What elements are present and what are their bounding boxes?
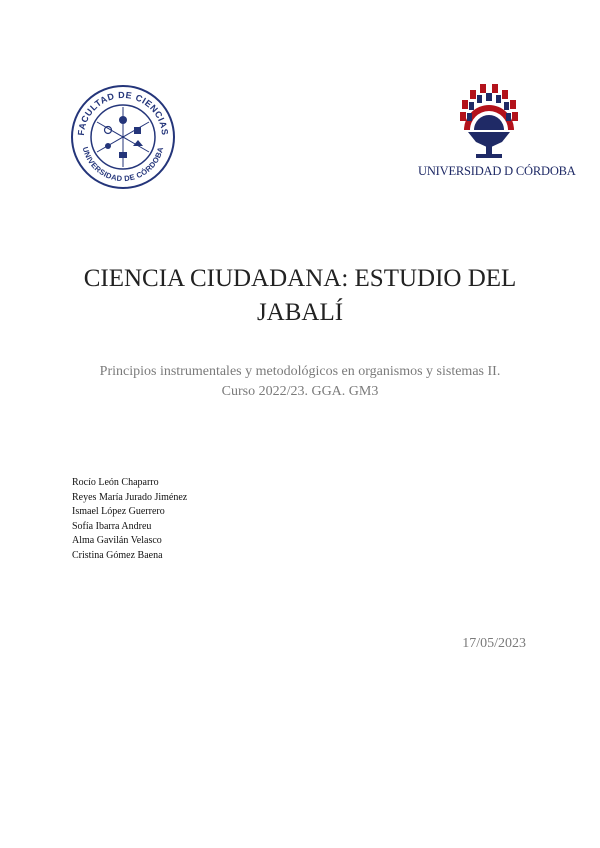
subtitle-line-2: Curso 2022/23. GGA. GM3 [221, 384, 379, 399]
author-item: Rocío León Chaparro [72, 477, 159, 488]
document-date: 17/05/2023 [462, 636, 526, 651]
facultad-ciencias-seal [70, 84, 176, 190]
document-subtitle [40, 362, 560, 402]
author-item: Reyes María Jurado Jiménez [72, 491, 188, 503]
author-item: Sofía Ibarra Andreu [72, 520, 152, 532]
subtitle-line-1: Principios instrumentales y metodológicos en organismos y sistemas II. [99, 364, 501, 379]
title-line-1: CIENCIA CIUDADANA: ESTUDIO DEL [83, 265, 517, 292]
author-list [72, 476, 187, 564]
author-item: Cristina Gómez Baena [72, 549, 163, 561]
seal-bottom-text: UNIVERSIDAD DE CÓRDOBA [80, 145, 166, 184]
author-item: Ismael López Guerrero [72, 506, 165, 518]
universidad-cordoba-logo [418, 80, 576, 185]
seal-top-text: FACULTAD DE CIENCIAS [75, 89, 171, 137]
title-line-2: JABALÍ [256, 299, 344, 326]
uco-emblem-icon [458, 80, 520, 162]
author-item: Alma Gavilán Velasco [72, 535, 162, 547]
document-title [40, 262, 560, 330]
uco-name-text: UNIVERSIDAD D CÓRDOBA [418, 164, 576, 178]
